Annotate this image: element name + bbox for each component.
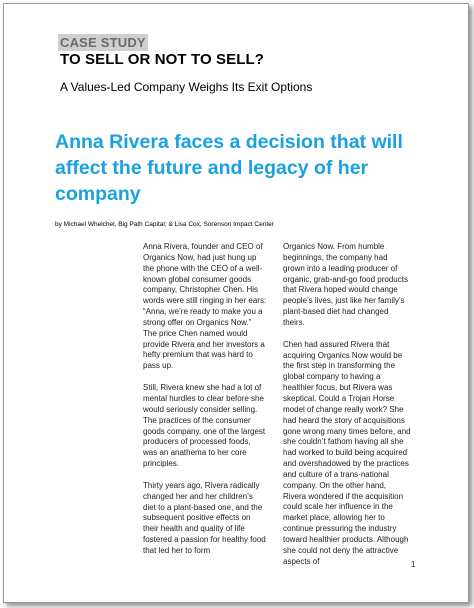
case-study-subtitle: A Values-Led Company Weighs Its Exit Options bbox=[60, 80, 313, 94]
case-study-tag: CASE STUDY bbox=[60, 35, 146, 50]
body-column-right bbox=[283, 242, 411, 578]
paragraph: Chen had assured Rivera that acquiring Organics Now would be the first step in transforming the global company to having a healthier focus, but Rivera was skeptical. Could a Trojan Horse model of change really work? She had heard the story of acquisitions gone wrong many times before, and she couldn’t fathom having all she had worked to build being acquired and overshadowed by the practices and culture of a trans-national company. On the other hand, Rivera wondered if the acquisition could scale her influence in the market place, allowing her to continue pressuring the industry toward healthier products. Although she could not deny the attractive aspects of bbox=[283, 339, 411, 566]
body-column-left bbox=[143, 242, 267, 568]
article-headline: Anna Rivera faces a decision that will affect the future and legacy of her company bbox=[55, 131, 403, 205]
document-page bbox=[3, 3, 469, 603]
page-number: 1 bbox=[411, 560, 416, 569]
paragraph: Anna Rivera, founder and CEO of Organics Now, had just hung up the phone with the CEO of a well-known global consumer goods company, Christopher Chen. His words were still ringing in her ears: “Anna, we’re ready to make you a strong offer on Organics Now.” The price Chen named would provide Rivera and her investors a hefty premium that was hard to pass up. bbox=[143, 242, 267, 371]
article-byline: by Michael Whelchel, Big Path Capital; & Lisa Cox, Sorenson Impact Center bbox=[55, 221, 274, 228]
paragraph: Thirty years ago, Rivera radically changed her and her children’s diet to a plant-based one, and the subsequent positive effects on their health and quality of life fostered a passion for healthy food that led her to form bbox=[143, 480, 266, 555]
paragraph: Still, Rivera knew she had a lot of mental hurdles to clear before she would seriously consider selling. The practices of the consumer goods company, one of the largest producers of processed foods, was an anathema to her core principles. bbox=[143, 383, 266, 469]
case-study-title: TO SELL OR NOT TO SELL? bbox=[60, 51, 264, 68]
paragraph: Organics Now. From humble beginnings, the company had grown into a leading producer of organic, grab-and-go food products that Rivera hoped would change people’s lives, just like her family’s plant-based diet had changed theirs. bbox=[283, 242, 408, 327]
